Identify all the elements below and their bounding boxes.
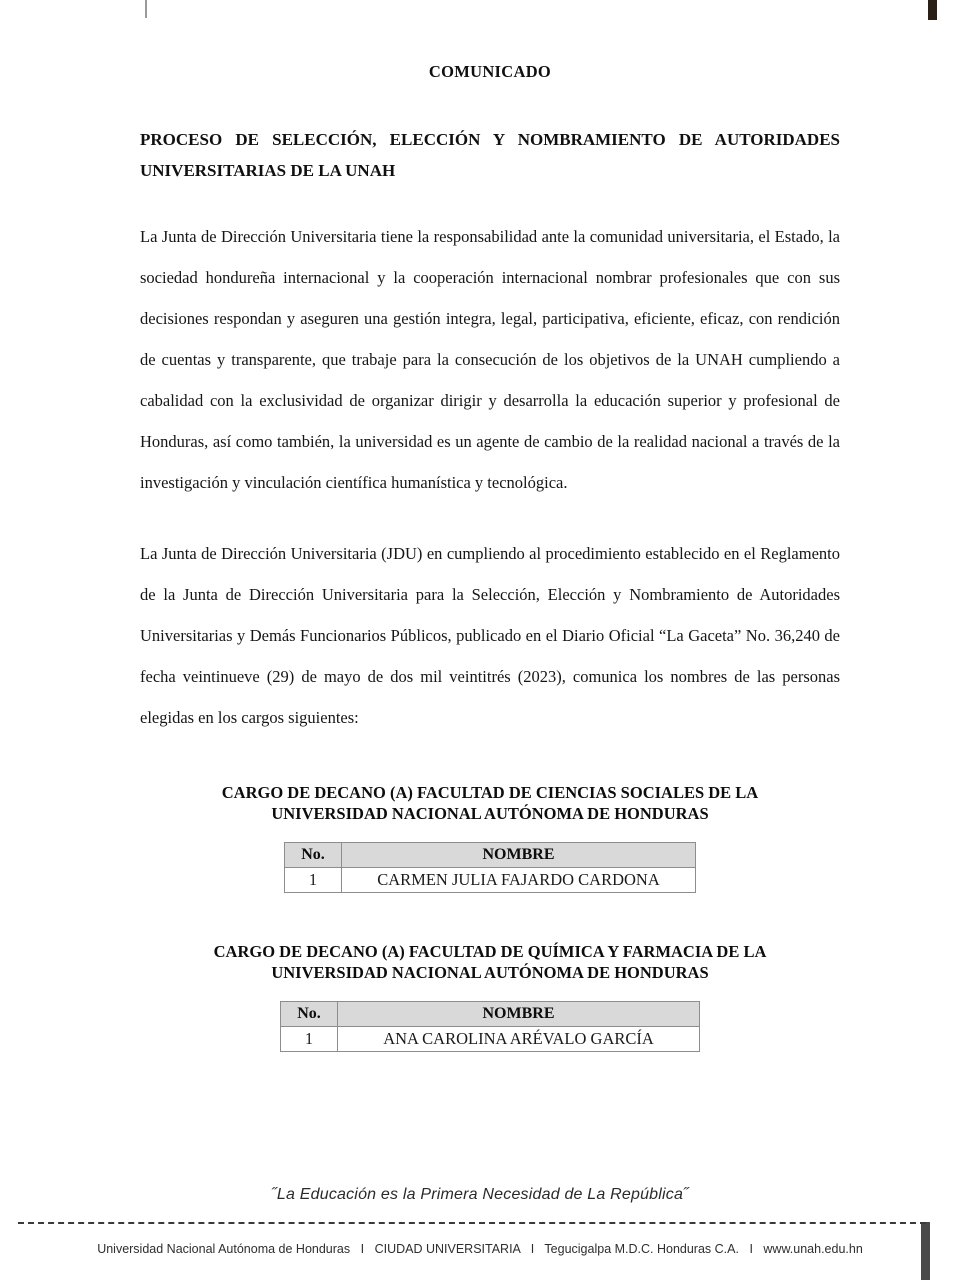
document-title: COMUNICADO: [428, 62, 552, 81]
main-heading: PROCESO DE SELECCIÓN, ELECCIÓN Y NOMBRAMIENTO DE AUTORIDADES UNIVERSITARIAS DE LA UNAH: [140, 130, 840, 180]
footer-separator-icon: I: [360, 1242, 365, 1256]
footer-institution: Universidad Nacional Autónoma de Honduras: [97, 1242, 351, 1256]
table-cell-nombre: CARMEN JULIA FAJARDO CARDONA: [342, 868, 696, 893]
cargo-heading-line-1: CARGO DE DECANO (A) FACULTAD DE QUÍMICA Y FARMACIA DE LA: [213, 942, 767, 961]
cargo-heading-line-2: UNIVERSIDAD NACIONAL AUTÓNOMA DE HONDURAS: [271, 804, 709, 823]
cargo-heading-quimica-farmacia: [140, 941, 840, 983]
scan-artifact-top-right: [928, 0, 937, 20]
table-cell-nombre: ANA CAROLINA ARÉVALO GARCÍA: [338, 1027, 700, 1052]
table-header-row: [281, 1002, 700, 1027]
table-row: [285, 868, 696, 893]
footer-website: www.unah.edu.hn: [763, 1242, 863, 1256]
table-header-no: No.: [285, 843, 342, 868]
document-content: [140, 0, 840, 1052]
footer-motto: ˝La Educación es la Primera Necesidad de La República˝: [271, 1186, 689, 1203]
table-header-no: No.: [281, 1002, 338, 1027]
table-row: [281, 1027, 700, 1052]
results-table-quimica-farmacia: [280, 1001, 700, 1052]
table-cell-no: 1: [285, 868, 342, 893]
footer-campus: CIUDAD UNIVERSITARIA: [374, 1242, 521, 1256]
table-header-row: [285, 843, 696, 868]
cargo-heading-line-2: UNIVERSIDAD NACIONAL AUTÓNOMA DE HONDURAS: [271, 963, 709, 982]
cargo-heading-ciencias-sociales: [140, 782, 840, 824]
results-table-ciencias-sociales: [284, 842, 696, 893]
footer-location: Tegucigalpa M.D.C. Honduras C.A.: [544, 1242, 739, 1256]
footer-divider: [18, 1222, 926, 1224]
footer-separator-icon: I: [530, 1242, 535, 1256]
table-cell-no: 1: [281, 1027, 338, 1052]
body-paragraph-1: La Junta de Dirección Universitaria tiene la responsabilidad ante la comunidad universitaria, el Estado, la sociedad hondureña internacional y la cooperación internacional nombrar profesionales que con sus decisiones respondan y aseguren una gestión integra, legal, participativa, eficiente, eficaz, con rendición de cuentas y transparente, que trabaje para la consecución de los objetivos de la UNAH cumpliendo a cabalidad con la exclusividad de organizar dirigir y desarrolla la educación superior y profesional de Honduras, así como también, la universidad es un agente de cambio de la realidad nacional a través de la investigación y vinculación científica humanística y tecnológica.: [140, 227, 840, 492]
table-header-nombre: NOMBRE: [342, 843, 696, 868]
body-paragraph-2: La Junta de Dirección Universitaria (JDU) en cumpliendo al procedimiento establecido en el Reglamento de la Junta de Dirección Universitaria para la Selección, Elección y Nombramiento de Autoridades Universitarias y Demás Funcionarios Públicos, publicado en el Diario Oficial “La Gaceta” No. 36,240 de fecha veintinueve (29) de mayo de dos mil veintitrés (2023), comunica los nombres de las personas elegidas en los cargos siguientes:: [140, 544, 840, 727]
footer-separator-icon: I: [749, 1242, 753, 1256]
footer-info-line: [0, 1242, 960, 1256]
table-wrapper-quimica-farmacia: [140, 1001, 840, 1052]
cargo-heading-line-1: CARGO DE DECANO (A) FACULTAD DE CIENCIAS SOCIALES DE LA: [221, 783, 759, 802]
cargo-section-quimica-farmacia: [140, 941, 840, 1052]
table-header-nombre: NOMBRE: [338, 1002, 700, 1027]
cargo-section-ciencias-sociales: [140, 782, 840, 893]
page-footer: [0, 1186, 960, 1256]
table-wrapper-ciencias-sociales: [140, 842, 840, 893]
